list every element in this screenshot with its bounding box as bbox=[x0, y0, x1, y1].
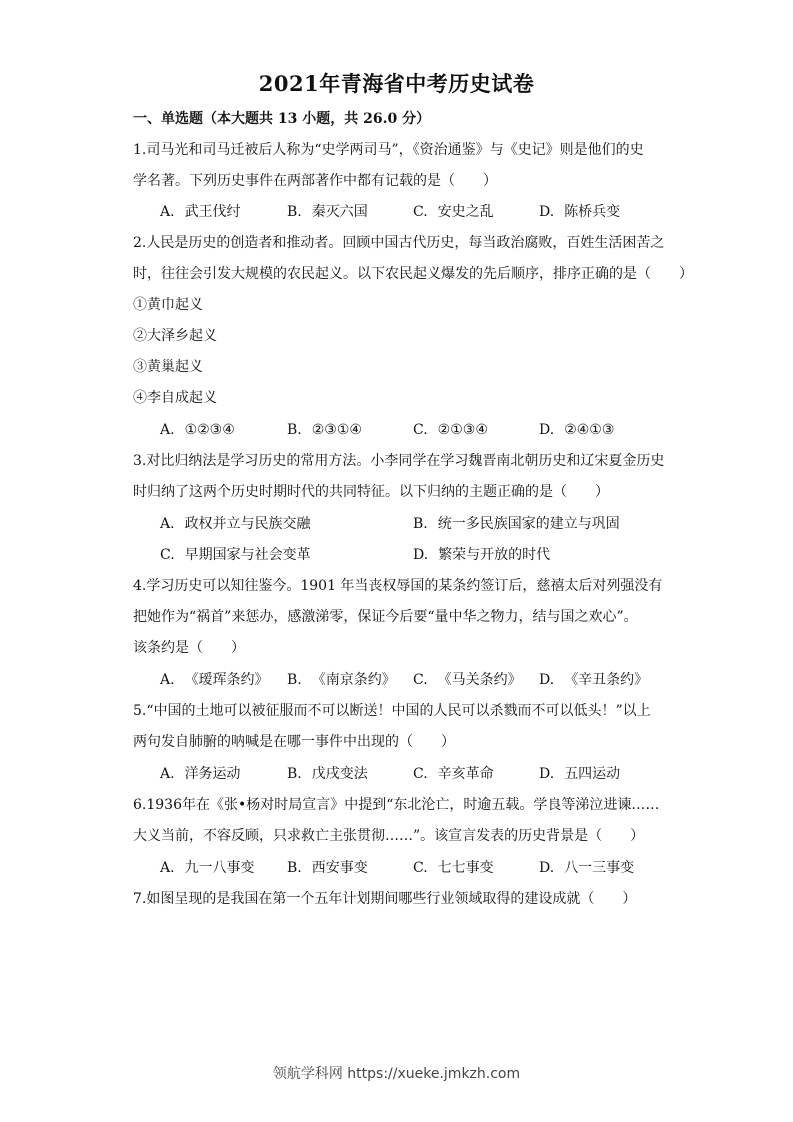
question-5-option-d[interactable] bbox=[539, 765, 620, 783]
question-5-line-2: 两句发自肺腑的呐喊是在哪一事件中出现的（ ） bbox=[133, 734, 455, 750]
option-key: D. bbox=[539, 860, 555, 876]
option-text: 《瑷珲条约》 bbox=[184, 672, 269, 688]
option-text: 《马关条约》 bbox=[437, 672, 522, 688]
question-1-line-2: 学名著。下列历史事件在两部著作中都有记载的是（ ） bbox=[133, 173, 497, 189]
option-text: 《辛丑条约》 bbox=[564, 672, 649, 688]
option-key: D. bbox=[539, 204, 555, 220]
option-text: 早期国家与社会变革 bbox=[184, 547, 311, 563]
question-5-option-c[interactable] bbox=[413, 765, 494, 783]
option-text: ②①③④ bbox=[437, 422, 488, 438]
option-key: B. bbox=[287, 204, 302, 220]
question-4-line-1: 4.学习历史可以知往鉴今。1901 年当丧权辱国的某条约签订后，慈禧太后对列强没有 bbox=[133, 578, 663, 594]
option-key: B. bbox=[287, 766, 302, 782]
option-key: A. bbox=[160, 672, 175, 688]
question-4-option-c[interactable] bbox=[413, 671, 522, 689]
option-key: A. bbox=[160, 422, 175, 438]
question-2-option-b[interactable] bbox=[287, 421, 362, 439]
question-2-line-1: 2.人民是历史的创造者和推动者。回顾中国古代历史，每当政治腐败，百姓生活困苦之 bbox=[133, 235, 665, 251]
question-4-option-b[interactable] bbox=[287, 671, 396, 689]
option-text: 陈桥兵变 bbox=[564, 204, 621, 220]
option-key: B. bbox=[413, 516, 428, 532]
question-4-line-2: 把她作为“祸首”来惩办，感激涕零，保证今后要“量中华之物力，结与国之欢心”。 bbox=[133, 609, 638, 625]
option-text: 武王伐纣 bbox=[184, 204, 241, 220]
question-4-option-a[interactable] bbox=[160, 671, 269, 689]
page-footer: 领航学科网 https://xueke.jmkzh.com bbox=[272, 1066, 521, 1082]
option-key: A. bbox=[160, 860, 175, 876]
option-text: 繁荣与开放的时代 bbox=[438, 547, 551, 563]
option-key: A. bbox=[160, 516, 175, 532]
option-key: C. bbox=[413, 204, 428, 220]
option-key: D. bbox=[539, 766, 555, 782]
question-2-option-d[interactable] bbox=[539, 421, 614, 439]
option-text: 五四运动 bbox=[564, 766, 621, 782]
option-key: C. bbox=[413, 766, 428, 782]
option-text: 政权并立与民族交融 bbox=[184, 516, 311, 532]
question-2-item-1: ①黄巾起义 bbox=[133, 297, 203, 313]
question-1-option-a[interactable] bbox=[160, 203, 241, 221]
question-2-option-c[interactable] bbox=[413, 421, 488, 439]
question-1-option-b[interactable] bbox=[287, 203, 368, 221]
question-3-option-b[interactable] bbox=[413, 515, 620, 533]
question-1-option-c[interactable] bbox=[413, 203, 494, 221]
question-4-option-d[interactable] bbox=[539, 671, 648, 689]
option-key: C. bbox=[413, 672, 428, 688]
question-6-option-a[interactable] bbox=[160, 859, 255, 877]
option-text: ②③①④ bbox=[311, 422, 362, 438]
question-5-option-b[interactable] bbox=[287, 765, 368, 783]
question-6-option-c[interactable] bbox=[413, 859, 494, 877]
question-2-item-3: ③黄巢起义 bbox=[133, 359, 203, 375]
question-3-line-1: 3.对比归纳法是学习历史的常用方法。小李同学在学习魏晋南北朝历史和辽宋夏金历史 bbox=[133, 453, 665, 469]
option-key: A. bbox=[160, 766, 175, 782]
question-3-option-a[interactable] bbox=[160, 515, 311, 533]
question-3-option-d[interactable] bbox=[413, 546, 550, 564]
option-key: C. bbox=[413, 422, 428, 438]
question-1-line-1: 1.司马光和司马迁被后人称为“史学两司马”，《资治通鉴》与《史记》则是他们的史 bbox=[133, 142, 644, 158]
option-text: 安史之乱 bbox=[437, 204, 494, 220]
question-2-item-2: ②大泽乡起义 bbox=[133, 328, 217, 344]
option-key: B. bbox=[287, 860, 302, 876]
question-6-option-d[interactable] bbox=[539, 859, 634, 877]
option-text: ①②③④ bbox=[184, 422, 235, 438]
option-text: 八一三事变 bbox=[564, 860, 635, 876]
question-2-item-4: ④李自成起义 bbox=[133, 390, 217, 406]
question-6-line-2: 大义当前，不容反顾，只求救亡主张贯彻……”。该宣言发表的历史背景是（ ） bbox=[133, 828, 645, 844]
question-1-option-d[interactable] bbox=[539, 203, 620, 221]
option-text: 统一多民族国家的建立与巩固 bbox=[437, 516, 620, 532]
question-4-line-3: 该条约是（ ） bbox=[133, 640, 245, 656]
question-2-option-a[interactable] bbox=[160, 421, 235, 439]
question-5-line-1: 5.“中国的土地可以被征服而不可以断送！中国的人民可以杀戮而不可以低头！”以上 bbox=[133, 703, 651, 719]
question-5-option-a[interactable] bbox=[160, 765, 241, 783]
option-text: 西安事变 bbox=[311, 860, 368, 876]
option-text: 辛亥革命 bbox=[437, 766, 494, 782]
option-text: 九一八事变 bbox=[184, 860, 255, 876]
question-6-line-1: 6.1936年在《张•杨对时局宣言》中提到“东北沦亡，时逾五载。学良等涕泣进谏…… bbox=[133, 797, 660, 813]
option-key: C. bbox=[160, 547, 175, 563]
option-key: D. bbox=[539, 422, 555, 438]
option-key: B. bbox=[287, 672, 302, 688]
option-text: 《南京条约》 bbox=[311, 672, 396, 688]
option-key: D. bbox=[539, 672, 555, 688]
question-7-line-1: 7.如图呈现的是我国在第一个五年计划期间哪些行业领域取得的建设成就（ ） bbox=[133, 891, 637, 907]
option-text: ②④①③ bbox=[564, 422, 615, 438]
option-key: B. bbox=[287, 422, 302, 438]
section-heading: 一、单选题（本大题共 13 小题，共 26.0 分） bbox=[133, 111, 431, 127]
question-6-option-b[interactable] bbox=[287, 859, 368, 877]
option-text: 戊戌变法 bbox=[311, 766, 368, 782]
option-text: 秦灭六国 bbox=[311, 204, 368, 220]
question-2-line-2: 时，往往会引发大规模的农民起义。以下农民起义爆发的先后顺序，排序正确的是（ ） bbox=[133, 266, 693, 282]
option-key: D. bbox=[413, 547, 429, 563]
page-title: 2021年青海省中考历史试卷 bbox=[258, 71, 535, 96]
question-3-option-c[interactable] bbox=[160, 546, 311, 564]
question-3-line-2: 时归纳了这两个历史时期时代的共同特征。以下归纳的主题正确的是（ ） bbox=[133, 484, 609, 500]
option-key: A. bbox=[160, 204, 175, 220]
option-text: 七七事变 bbox=[437, 860, 494, 876]
option-key: C. bbox=[413, 860, 428, 876]
option-text: 洋务运动 bbox=[184, 766, 241, 782]
